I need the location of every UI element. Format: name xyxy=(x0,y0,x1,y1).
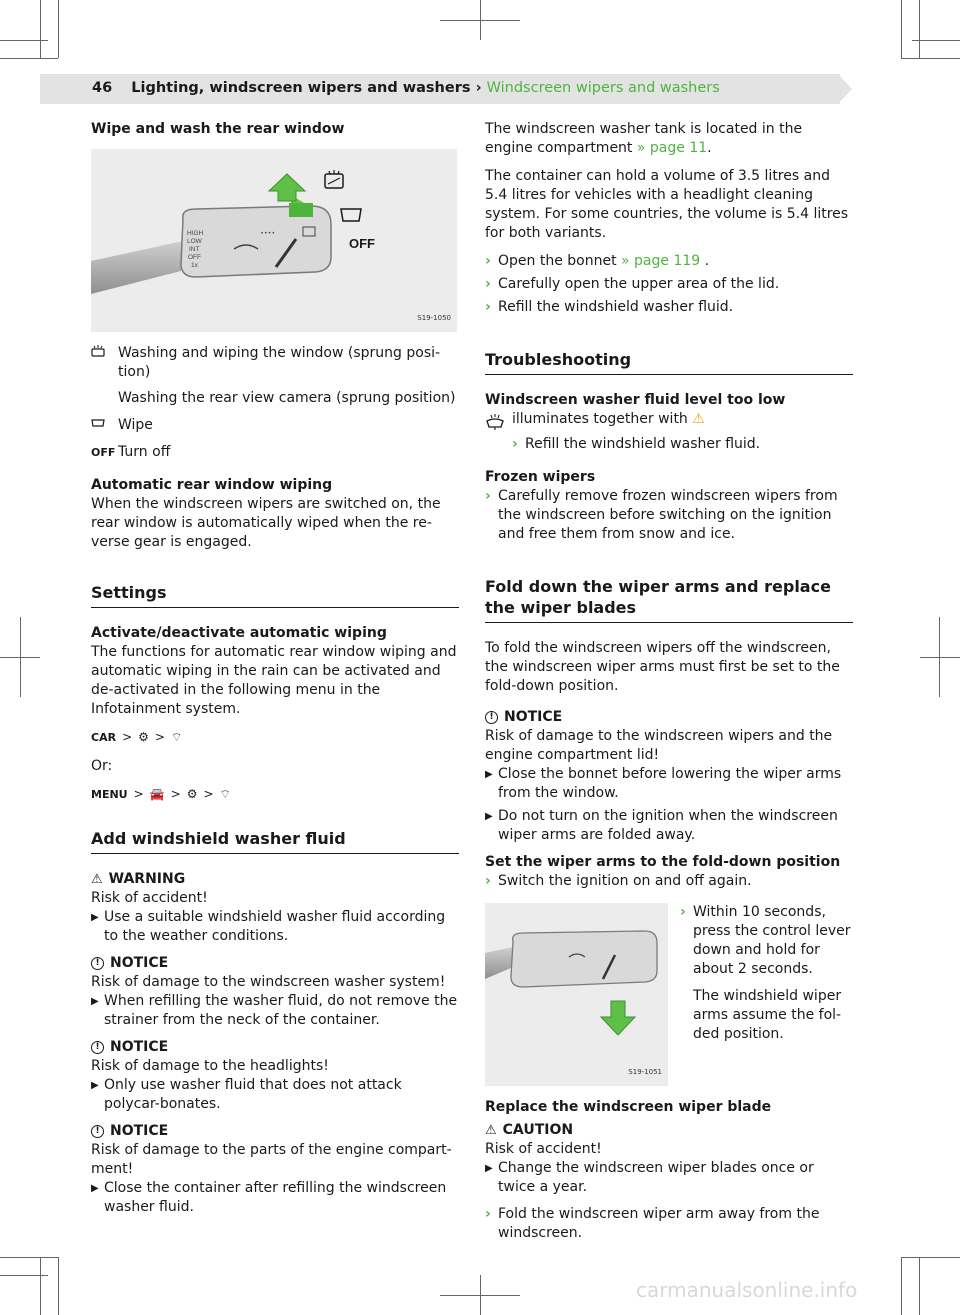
crop-mark xyxy=(40,1257,41,1315)
washer-fluid-icon xyxy=(485,410,512,458)
subheading: Automatic rear window wiping xyxy=(91,477,333,493)
menu-path-car xyxy=(91,728,459,747)
fluid-heading: Add windshield washer fluid xyxy=(91,828,459,854)
legend-text: Washing the rear view camera (sprung position) xyxy=(118,390,456,406)
step-item: › Open the bonnet » page 119 . xyxy=(485,253,710,269)
notice-item: ▶ Close the container after refilling the windscreen washer fluid. xyxy=(91,1180,447,1215)
legend-item xyxy=(91,344,459,408)
warning-box xyxy=(91,870,459,946)
fold-heading: Fold down the wiper arms and replace the wiper blades xyxy=(485,576,853,623)
notice-item: ▶ Do not turn on the ignition when the windscreen wiper arms are folded away. xyxy=(485,808,838,843)
crop-mark xyxy=(901,1257,902,1315)
chevron-icon: › xyxy=(485,873,491,889)
warning-triangle-icon: ⚠ xyxy=(91,872,103,887)
wiper-icon: ⌔ xyxy=(170,730,183,744)
menu-separator: > xyxy=(154,730,165,744)
chevron-icon: › xyxy=(485,488,491,504)
page-link[interactable]: » page 119 xyxy=(621,253,701,269)
crop-mark xyxy=(901,1257,960,1258)
lever-label-1x: 1x xyxy=(191,262,198,269)
crop-mark xyxy=(0,58,58,59)
paragraph: The functions for automatic rear window wiping and automatic wiping in the rain can be activated and de-activated in the following menu in the Infotainment system. xyxy=(91,644,457,717)
notice-box xyxy=(91,1038,459,1114)
notice-item: ▶ Only use washer fluid that does not attack polycar-bonates. xyxy=(91,1077,402,1112)
caution-item: ▶ Change the windscreen wiper blades once or twice a year. xyxy=(485,1160,814,1195)
right-column xyxy=(485,120,853,1247)
step-item: › Refill the windshield washer fluid. xyxy=(485,299,734,315)
bullet-arrow-icon: ▶ xyxy=(485,811,493,822)
notice-box xyxy=(485,708,853,845)
menu-label: MENU xyxy=(91,788,128,801)
figure-code: S19-1051 xyxy=(628,1068,662,1076)
rear-wash-spray xyxy=(328,170,340,184)
paragraph: When the windscreen wipers are switched on, the rear window is automatically wiped when the re-verse gear is engaged. xyxy=(91,496,441,550)
lever-label-high: HIGH xyxy=(187,230,204,237)
settings-heading: Settings xyxy=(91,582,459,608)
fold-instructions xyxy=(680,903,853,1086)
wiper-lever-illustration xyxy=(91,149,457,332)
subheading: Set the wiper arms to the fold-down position xyxy=(485,854,841,870)
chevron-icon: › xyxy=(512,436,518,452)
breadcrumb-chapter[interactable]: Lighting, windscreen wipers and washers xyxy=(131,80,471,96)
lever-label-off: OFF xyxy=(188,254,201,261)
notice-box xyxy=(91,954,459,1030)
notice-title: NOTICE xyxy=(110,955,169,971)
fold-lever-figure xyxy=(485,903,668,1086)
troubleshooting-heading: Troubleshooting xyxy=(485,349,853,375)
paragraph: illuminates together with xyxy=(512,411,688,427)
header-arrow-tip xyxy=(838,74,852,104)
notice-title: NOTICE xyxy=(504,709,563,725)
menu-separator: > xyxy=(203,787,214,801)
section-heading: Wipe and wash the rear window xyxy=(91,121,345,137)
paragraph: The windscreen washer tank is located in the engine compartment » page 11. xyxy=(485,121,803,156)
watermark: carmanualsonline.info xyxy=(636,1278,858,1302)
bullet-arrow-icon: ▶ xyxy=(91,912,99,923)
subheading: Replace the windscreen wiper blade xyxy=(485,1099,772,1115)
info-circle-icon: ! xyxy=(485,711,498,724)
wiper-icon: ⌔ xyxy=(219,787,231,801)
legend-text: Washing and wiping the window (sprung posi-tion) xyxy=(118,345,441,380)
warning-title: WARNING xyxy=(108,871,186,887)
car-icon: 🚘 xyxy=(149,787,165,801)
low-fluid-block xyxy=(485,410,853,458)
crop-mark xyxy=(919,1257,920,1315)
notice-line: Risk of damage to the windscreen wipers and the engine compartment lid! xyxy=(485,728,833,763)
bullet-arrow-icon: ▶ xyxy=(91,1183,99,1194)
caution-title: CAUTION xyxy=(502,1122,574,1138)
crop-mark xyxy=(58,1257,59,1315)
menu-separator: > xyxy=(170,787,181,801)
figure-code: S19-1050 xyxy=(417,314,451,322)
chevron-icon: › xyxy=(485,299,491,315)
crop-mark xyxy=(58,0,59,58)
off-label: OFF xyxy=(349,236,375,251)
chevron-icon: › xyxy=(485,253,491,269)
caution-line: Risk of accident! xyxy=(485,1141,602,1157)
bullet-arrow-icon: ▶ xyxy=(485,1163,493,1174)
legend-list xyxy=(91,344,459,462)
menu-path-menu xyxy=(91,785,459,804)
paragraph: The windshield wiper arms assume the fol-ded position. xyxy=(693,988,842,1042)
info-circle-icon: ! xyxy=(91,1125,104,1138)
crop-mark xyxy=(0,1257,58,1258)
chevron-icon: › xyxy=(485,1206,491,1222)
legend-text: Turn off xyxy=(118,444,171,460)
menu-separator: > xyxy=(122,730,133,744)
lever-shaft xyxy=(485,947,513,979)
crop-mark xyxy=(480,0,481,40)
bullet-arrow-icon: ▶ xyxy=(91,1080,99,1091)
notice-item: ▶ Close the bonnet before lowering the wiper arms from the window. xyxy=(485,766,842,801)
lever-label-int: INT xyxy=(189,246,200,253)
bullet-arrow-icon: ▶ xyxy=(91,996,99,1007)
down-arrow-icon xyxy=(601,1001,635,1035)
page-number: 46 xyxy=(92,80,113,96)
step-item: › Fold the windscreen wiper arm away from the windscreen. xyxy=(485,1206,820,1241)
notice-box xyxy=(91,1122,459,1217)
legend-text: Wipe xyxy=(118,417,153,433)
off-symbol: OFF xyxy=(91,446,116,459)
wash-wipe-icon xyxy=(91,344,118,408)
notice-line: Risk of damage to the headlights! xyxy=(91,1058,329,1074)
chevron-icon: › xyxy=(680,904,686,920)
notice-line: Risk of damage to the windscreen washer system! xyxy=(91,974,446,990)
step-item: › Refill the windshield washer fluid. xyxy=(512,436,761,452)
warning-line: Risk of accident! xyxy=(91,890,208,906)
step-item: › Carefully open the upper area of the lid. xyxy=(485,276,780,292)
settings-gear-icon: ⚙ xyxy=(138,730,149,744)
interval-dots: • • • • xyxy=(261,231,275,237)
notice-line: Risk of damage to the parts of the engine compart-ment! xyxy=(91,1142,452,1177)
info-circle-icon: ! xyxy=(91,957,104,970)
settings-gear-icon: ⚙ xyxy=(186,787,198,801)
fold-figure-row xyxy=(485,903,853,1086)
crop-mark xyxy=(920,657,960,658)
step-item: › Carefully remove frozen windscreen wipers from the windscreen before switching on the ignition and free them from snow and ice. xyxy=(485,488,838,542)
crop-mark xyxy=(20,617,21,697)
up-arrow-icon xyxy=(269,174,305,201)
step-item: › Within 10 seconds, press the control lever down and hold for about 2 seconds. xyxy=(680,904,851,977)
menu-separator: > xyxy=(133,787,144,801)
crop-mark xyxy=(919,0,920,58)
crop-mark xyxy=(901,0,902,58)
lever-head xyxy=(511,931,657,987)
crop-mark xyxy=(40,0,41,58)
wiper-lever-figure xyxy=(91,149,457,332)
car-menu-label: CAR xyxy=(91,731,117,744)
legend-item xyxy=(91,443,459,462)
fold-lever-illustration xyxy=(485,903,668,1086)
running-header xyxy=(92,80,720,96)
paragraph: To fold the windscreen wipers off the windscreen, the windscreen wiper arms must first be set to the fold-down position. xyxy=(485,640,840,694)
legend-item xyxy=(91,416,459,435)
caution-box xyxy=(485,1121,853,1197)
warning-triangle-icon: ⚠ xyxy=(485,1123,497,1138)
auto-wiping-block xyxy=(91,476,459,552)
bullet-arrow-icon: ▶ xyxy=(485,769,493,780)
crop-mark xyxy=(939,617,940,697)
rear-wipe-icon xyxy=(341,209,361,221)
breadcrumb-separator: › xyxy=(475,80,482,96)
crop-mark xyxy=(480,1275,481,1315)
subheading: Windscreen washer fluid level too low xyxy=(485,392,786,408)
notice-item: ▶ When refilling the washer fluid, do not remove the strainer from the neck of the container. xyxy=(91,993,458,1028)
step-item: › Switch the ignition on and off again. xyxy=(485,873,752,889)
breadcrumb-section[interactable]: Windscreen wipers and washers xyxy=(486,80,720,96)
crop-mark xyxy=(901,58,960,59)
or-text: Or: xyxy=(91,758,113,774)
green-marker xyxy=(289,203,313,217)
lever-shaft xyxy=(91,241,183,294)
lever-label-low: LOW xyxy=(187,238,202,245)
warning-lamp-icon: ⚠ xyxy=(692,411,705,427)
subheading: Frozen wipers xyxy=(485,469,596,485)
step-list xyxy=(485,252,853,317)
wipe-icon xyxy=(91,416,118,435)
notice-title: NOTICE xyxy=(110,1123,169,1139)
info-circle-icon: ! xyxy=(91,1041,104,1054)
left-column xyxy=(91,120,459,1225)
paragraph: The container can hold a volume of 3.5 litres and 5.4 litres for vehicles with a headlight cleaning system. For some countries, the volume is 5.4 litres for both variants. xyxy=(485,168,849,241)
warning-item: ▶ Use a suitable windshield washer fluid according to the weather conditions. xyxy=(91,909,446,944)
subheading: Activate/deactivate automatic wiping xyxy=(91,625,387,641)
page-link[interactable]: » page 11 xyxy=(636,140,708,156)
notice-title: NOTICE xyxy=(110,1039,169,1055)
chevron-icon: › xyxy=(485,276,491,292)
